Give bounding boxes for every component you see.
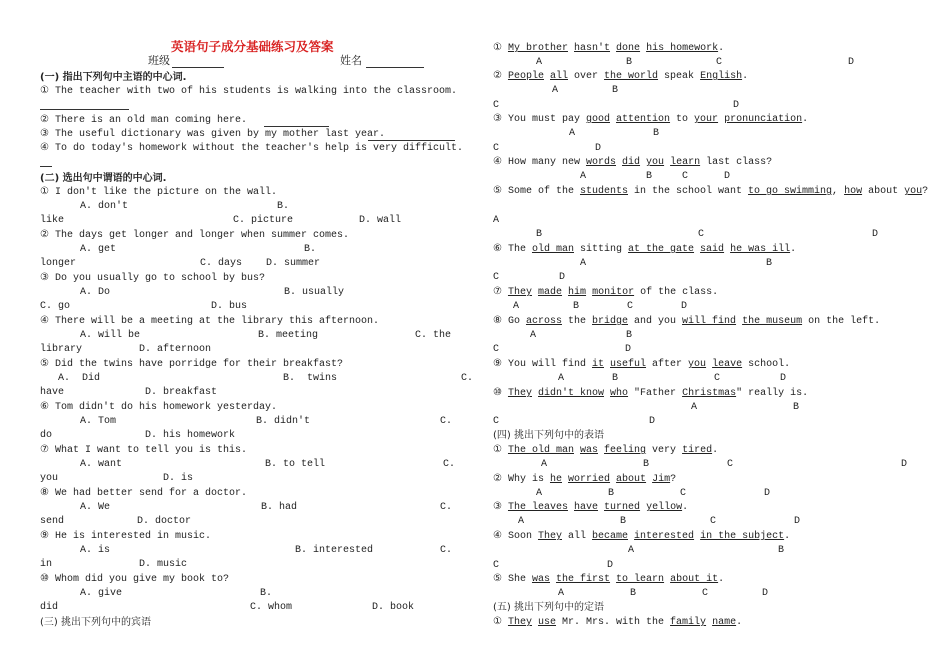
q2-4-d: D. afternoon [139, 344, 212, 355]
q2-8-b: B. had [261, 502, 298, 513]
q3-3: ③ You must pay good attention to your pronunciation. [493, 114, 809, 125]
q2-1-d: D. wall [359, 215, 402, 226]
section-5-heading: (五) 挑出下列句中的定语 [493, 602, 604, 613]
q2-6-b: B. didn't [256, 416, 311, 427]
q2-6-c-text: do [40, 430, 53, 441]
q2-9-d: D. music [139, 559, 188, 570]
q2-6-c: C. [440, 416, 453, 427]
q3-4: ④ How many new words did you learn last class? [493, 157, 773, 168]
q2-2-b-text: longer [40, 258, 77, 269]
q2-5-a: A. Did [58, 373, 101, 384]
q1-3: ③ The useful dictionary was given by my mother last year. [40, 129, 386, 140]
q3-9: ⑨ You will find it useful after you leave school. [493, 359, 791, 370]
q4-2: ② Why is he worried about Jim? [493, 474, 677, 485]
q2-7-c: C. [443, 459, 456, 470]
q2-10-a: A. give [80, 588, 123, 599]
q3-1-opts: A B C D [536, 57, 855, 68]
q2-9-c: C. [440, 545, 453, 556]
q2-9-c-text: in [40, 559, 53, 570]
q2-3: ③ Do you usually go to school by bus? [40, 273, 265, 284]
q2-1-a: A. don't [80, 201, 129, 212]
q2-8-a: A. We [80, 502, 111, 513]
q2-7: ⑦ What I want to tell you is this. [40, 445, 247, 456]
q4-3-opts: A B C D [518, 516, 801, 527]
q3-5: ⑤ Some of the students in the school want to go swimming, how about you? [493, 186, 929, 197]
q2-5: ⑤ Did the twins have porridge for their breakfast? [40, 359, 344, 370]
q4-4-opts: A B [628, 545, 785, 556]
q2-9-a: A. is [80, 545, 111, 556]
q3-4-opts: A B C D [580, 171, 731, 182]
q1-2-blank[interactable] [264, 126, 329, 127]
q3-8: ⑧ Go across the bridge and you will find the museum on the left. [493, 316, 881, 327]
q2-7-c-text: you [40, 473, 59, 484]
q3-3-opts2: C D [493, 143, 602, 154]
q2-3-c: C. go [40, 301, 71, 312]
q4-4-opts2: C D [493, 560, 614, 571]
q2-8: ⑧ We had better send for a doctor. [40, 488, 247, 499]
q2-1-c: C. picture [233, 215, 294, 226]
q5-1: ① They use Mr. Mrs. with the family name. [493, 617, 743, 628]
q2-1-b-text: like [40, 215, 65, 226]
q4-5-opts: A B C D [558, 588, 769, 599]
q2-7-a: A. want [80, 459, 123, 470]
q3-10-opts: A B [691, 402, 800, 413]
q3-6-opts: A B [580, 258, 773, 269]
q2-6-d: D. his homework [145, 430, 236, 441]
section-2-heading: (二) 选出句中谓语的中心词. [40, 173, 167, 184]
q3-8-opts: A B [530, 330, 633, 341]
q4-5: ⑤ She was the first to learn about it. [493, 574, 725, 585]
q1-4-blank[interactable] [40, 166, 52, 167]
q2-10-c: C. whom [250, 602, 293, 613]
q2-4-a: A. will be [80, 330, 141, 341]
q4-3: ③ The leaves have turned yellow. [493, 502, 689, 513]
q3-1: ① My brother hasn't done his homework. [493, 43, 725, 54]
q1-2: ② There is an old man coming here. [40, 115, 247, 126]
q2-8-c: C. [440, 502, 453, 513]
q2-2: ② The days get longer and longer when summer comes. [40, 230, 350, 241]
q2-2-b: B. [304, 244, 317, 255]
q3-10: ⑩ They didn't know who "Father Christmas" really is. [493, 388, 809, 399]
q2-5-c: C. [461, 373, 474, 384]
q4-4: ④ Soon They all became interested in the subject. [493, 531, 791, 542]
q1-4: ④ To do today's homework without the teacher's help is very difficult. [40, 143, 464, 154]
q3-6: ⑥ The old man sitting at the gate said he was ill. [493, 244, 797, 255]
q2-2-a: A. get [80, 244, 117, 255]
q2-2-d: D. summer [266, 258, 321, 269]
q2-8-c-text: send [40, 516, 65, 527]
q2-2-c: C. days [200, 258, 243, 269]
q3-9-opts: A B C D [558, 373, 787, 384]
q2-10-b-text: did [40, 602, 59, 613]
q2-1: ① I don't like the picture on the wall. [40, 187, 278, 198]
q2-3-a: A. Do [80, 287, 111, 298]
q2-3-b: B. usually [284, 287, 345, 298]
q3-2-opts: A B [552, 85, 619, 96]
page-title: 英语句子成分基础练习及答案 [171, 39, 334, 54]
q4-2-opts: A B C D [536, 488, 771, 499]
q2-10-d: D. book [372, 602, 415, 613]
q3-5-opts2: B C D [536, 229, 879, 240]
q2-1-b: B. [277, 201, 290, 212]
q1-3-blank[interactable] [368, 140, 455, 141]
q2-6-a: A. Tom [80, 416, 117, 427]
q1-1: ① The teacher with two of his students is walking into the classroom. [40, 86, 458, 97]
q4-1-opts: A B C D [541, 459, 908, 470]
section-3-heading: (三) 挑出下列句中的宾语 [40, 617, 151, 628]
q2-4: ④ There will be a meeting at the library this afternoon. [40, 316, 380, 327]
q4-1: ① The old man was feeling very tired. [493, 445, 719, 456]
section-4-heading: (四) 挑出下列句中的表语 [493, 430, 604, 441]
q3-10-opts2: C D [493, 416, 656, 427]
q2-9: ⑨ He is interested in music. [40, 531, 211, 542]
q2-10: ⑩ Whom did you give my book to? [40, 574, 229, 585]
name-blank[interactable] [366, 67, 424, 68]
q2-7-d: D. is [163, 473, 194, 484]
q3-8-opts2: C D [493, 344, 632, 355]
class-label: 班级 [148, 54, 170, 67]
q2-6: ⑥ Tom didn't do his homework yesterday. [40, 402, 278, 413]
q1-1-blank[interactable] [40, 109, 129, 110]
q3-7: ⑦ They made him monitor of the class. [493, 287, 719, 298]
q3-2-opts2: C D [493, 100, 740, 111]
q2-3-d: D. bus [211, 301, 248, 312]
class-blank[interactable] [172, 67, 224, 68]
q2-5-b: B. twins [283, 373, 338, 384]
q3-6-opts2: C D [493, 272, 566, 283]
name-label: 姓名 [340, 54, 362, 67]
q3-7-opts: A B C D [513, 301, 688, 312]
q3-3-opts: A B [569, 128, 660, 139]
q2-7-b: B. to tell [265, 459, 326, 470]
q3-2: ② People all over the world speak English. [493, 71, 749, 82]
q2-4-b: B. meeting [258, 330, 319, 341]
q2-9-b: B. interested [295, 545, 374, 556]
q2-5-c-text: have [40, 387, 65, 398]
q2-4-c: C. the [415, 330, 452, 341]
q2-8-d: D. doctor [137, 516, 192, 527]
q2-5-d: D. breakfast [145, 387, 218, 398]
q2-4-c-text: library [40, 344, 83, 355]
q2-10-b: B. [260, 588, 273, 599]
section-1-heading: (一) 指出下列句中主语的中心词. [40, 72, 187, 83]
q3-5-opts: A [493, 215, 500, 226]
